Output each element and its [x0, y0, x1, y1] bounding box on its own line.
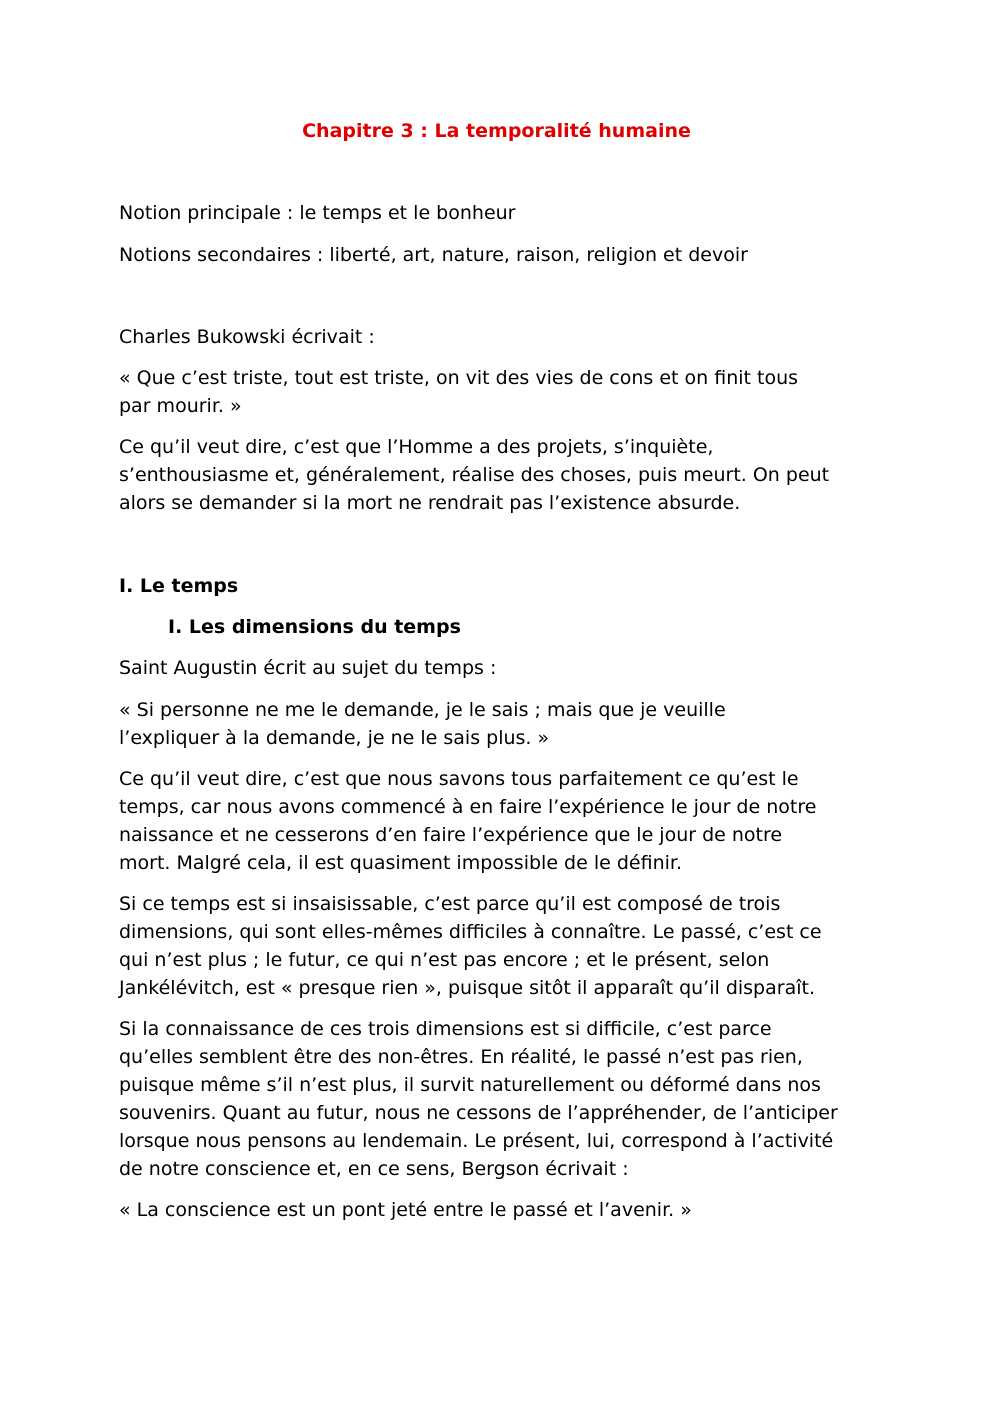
text-line: naissance et ne cesserons d’en faire l’expérience que le jour de notre	[119, 824, 783, 846]
augustin-quote	[119, 696, 879, 752]
text-line: Ce qu’il veut dire, c’est que nous savons tous parfaitement ce qu’est le	[119, 768, 799, 790]
notions-secondaires: Notions secondaires : liberté, art, nature, raison, religion et devoir	[119, 244, 748, 266]
text-line: « Si personne ne me le demande, je le sais ; mais que je veuille	[119, 699, 726, 721]
text-line: l’expliquer à la demande, je ne le sais plus. »	[119, 727, 550, 749]
paragraph-dimensions	[119, 890, 879, 1002]
text-line: Si la connaissance de ces trois dimensions est si difficile, c’est parce	[119, 1018, 772, 1040]
section-heading: I. Le temps	[119, 575, 239, 597]
text-line: souvenirs. Quant au futur, nous ne cessons de l’appréhender, de l’anticiper	[119, 1102, 838, 1124]
bukowski-attribution: Charles Bukowski écrivait :	[119, 326, 375, 348]
text-line: qu’elles semblent être des non-êtres. En réalité, le passé n’est pas rien,	[119, 1046, 803, 1068]
text-line: Si ce temps est si insaisissable, c’est parce qu’il est composé de trois	[119, 893, 781, 915]
bukowski-comment	[119, 433, 879, 517]
text-line: alors se demander si la mort ne rendrait pas l’existence absurde.	[119, 492, 741, 514]
text-line: s’enthousiasme et, généralement, réalise des choses, puis meurt. On peut	[119, 464, 830, 486]
chapter-title: Chapitre 3 : La temporalité humaine	[302, 120, 691, 142]
bukowski-quote	[119, 364, 879, 420]
text-line: temps, car nous avons commencé à en faire l’expérience le jour de notre	[119, 796, 817, 818]
text-line: lorsque nous pensons au lendemain. Le présent, lui, correspond à l’activité	[119, 1130, 834, 1152]
text-line: « Que c’est triste, tout est triste, on vit des vies de cons et on finit tous	[119, 367, 799, 389]
augustin-comment	[119, 765, 879, 877]
text-line: Jankélévitch, est « presque rien », puisque sitôt il apparaît qu’il disparaît.	[119, 977, 815, 999]
augustin-attribution: Saint Augustin écrit au sujet du temps :	[119, 657, 497, 679]
bergson-quote: « La conscience est un pont jeté entre le passé et l’avenir. »	[119, 1199, 692, 1221]
notion-principale: Notion principale : le temps et le bonheur	[119, 202, 516, 224]
text-line: de notre conscience et, en ce sens, Bergson écrivait :	[119, 1158, 629, 1180]
text-line: dimensions, qui sont elles-mêmes difficiles à connaître. Le passé, c’est ce	[119, 921, 822, 943]
text-line: puisque même s’il n’est plus, il survit naturellement ou déformé dans nos	[119, 1074, 821, 1096]
text-line: par mourir. »	[119, 395, 242, 417]
text-line: mort. Malgré cela, il est quasiment impossible de le définir.	[119, 852, 682, 874]
paragraph-connaissance	[119, 1015, 879, 1183]
subsection-heading: I. Les dimensions du temps	[168, 616, 461, 638]
text-line: Ce qu’il veut dire, c’est que l’Homme a des projets, s’inquiète,	[119, 436, 714, 458]
text-line: qui n’est plus ; le futur, ce qui n’est pas encore ; et le présent, selon	[119, 949, 770, 971]
